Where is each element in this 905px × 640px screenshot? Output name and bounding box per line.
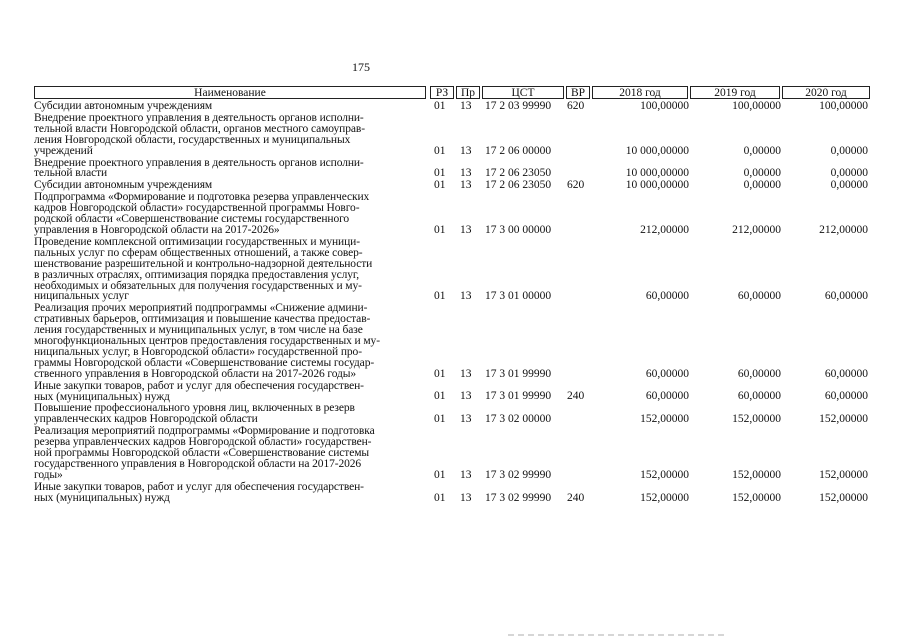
row-rz: 01 — [434, 179, 446, 192]
row-rz: 01 — [434, 223, 446, 236]
row-cst: 17 3 02 99990 — [485, 491, 552, 504]
row-pr: 13 — [460, 413, 472, 426]
row-name: Иные закупки товаров, работ и услуг для обеспечения государствен- ных (муниципальных) нужд — [34, 480, 364, 504]
row-vr: 620 — [567, 179, 585, 192]
row-cst: 17 2 06 00000 — [485, 144, 552, 157]
row-rz: 01 — [434, 167, 446, 180]
row-pr: 13 — [460, 290, 472, 303]
table-row — [34, 113, 870, 157]
row-2020: 0,00000 — [830, 144, 868, 157]
row-rz: 01 — [434, 99, 446, 112]
row-pr: 13 — [460, 491, 472, 504]
row-pr: 13 — [460, 367, 472, 380]
row-2019: 60,00000 — [737, 290, 781, 303]
row-rz: 01 — [434, 290, 446, 303]
row-2018: 10 000,00000 — [625, 179, 689, 192]
row-pr: 13 — [460, 167, 472, 180]
row-name: Внедрение проектного управления в деятельность органов исполни- тельной власти — [34, 156, 364, 180]
row-2019: 152,00000 — [732, 468, 781, 481]
row-cst: 17 3 01 99990 — [485, 390, 552, 403]
table-row — [34, 381, 870, 403]
row-rz: 01 — [434, 144, 446, 157]
row-name: Субсидии автономным учреждениям — [34, 100, 213, 112]
row-2020: 152,00000 — [819, 468, 868, 481]
row-2020: 0,00000 — [830, 167, 868, 180]
row-pr: 13 — [460, 179, 472, 192]
row-2020: 60,00000 — [824, 390, 868, 403]
row-2019: 152,00000 — [732, 491, 781, 504]
row-2019: 152,00000 — [732, 413, 781, 426]
row-name: Реализация прочих мероприятий подпрограммы «Снижение админи- стративных барьеров, оптимизация и повышение качества предостав- ления государственных и муниципальных услуг, в том числе на базе многофункциональных центров предоставления государственных и му- ниципальных услуг, в Новгородской области» государственной про- граммы Новгородской области «Совершенствование системы государ- ственного управления в Новгородской области на 2017-2026 годы» — [34, 302, 380, 380]
row-cst: 17 3 01 99990 — [485, 367, 552, 380]
table-row — [34, 482, 870, 504]
page-number: 175 — [352, 60, 370, 74]
row-cst: 17 2 06 23050 — [485, 179, 552, 192]
row-rz: 01 — [434, 413, 446, 426]
header-2018: 2018 год — [592, 86, 688, 99]
budget-table — [34, 101, 870, 504]
row-2018: 10 000,00000 — [625, 144, 689, 157]
header-2020: 2020 год — [782, 86, 870, 99]
row-rz: 01 — [434, 468, 446, 481]
row-cst: 17 3 00 00000 — [485, 223, 552, 236]
table-row — [34, 237, 870, 302]
scan-artifact — [508, 634, 728, 636]
row-name: Субсидии автономным учреждениям — [34, 179, 213, 192]
row-2018: 100,00000 — [640, 99, 689, 112]
row-2018: 212,00000 — [640, 223, 689, 236]
row-rz: 01 — [434, 367, 446, 380]
row-pr: 13 — [460, 390, 472, 403]
row-2019: 60,00000 — [737, 367, 781, 380]
row-2018: 60,00000 — [645, 290, 689, 303]
header-rz: РЗ — [430, 86, 454, 99]
header-cst: ЦСТ — [482, 86, 564, 99]
row-2018: 60,00000 — [645, 390, 689, 403]
row-pr: 13 — [460, 468, 472, 481]
row-rz: 01 — [434, 390, 446, 403]
row-2020: 212,00000 — [819, 223, 868, 236]
row-name: Иные закупки товаров, работ и услуг для обеспечения государствен- ных (муниципальных) нужд — [34, 379, 364, 403]
row-2020: 152,00000 — [819, 413, 868, 426]
row-2020: 60,00000 — [824, 290, 868, 303]
row-2020: 152,00000 — [819, 491, 868, 504]
table-row — [34, 426, 870, 481]
table-row — [34, 192, 870, 236]
row-2018: 152,00000 — [640, 491, 689, 504]
row-vr: 240 — [567, 491, 585, 504]
row-2020: 60,00000 — [824, 367, 868, 380]
row-name: Проведение комплексной оптимизации государственных и муници- пальных услуг по сферам общественных отношений, а также совер- шенствование разрешительной и контрольно-надзорной деятельности в различных отраслях, оптимизация порядка предоставления услуг, необходимых и обязательных для получения государственных и му- ниципальных услуг — [34, 235, 373, 303]
table-row — [34, 303, 870, 379]
row-2019: 0,00000 — [743, 179, 781, 192]
row-rz: 01 — [434, 491, 446, 504]
row-name: Повышение профессионального уровня лиц, включенных в резерв управленческих кадров Новгородской области — [34, 402, 355, 426]
table-row — [34, 101, 870, 112]
row-cst: 17 2 03 99990 — [485, 99, 552, 112]
header-pr: Пр — [456, 86, 480, 99]
row-name: Реализация мероприятий подпрограммы «Формирование и подготовка резерва управленческих кадров Новгородской области» государствен- ной программы Новгородской области «Совершенствование системы государственного управления в Новгородской области на 2017-2026 годы» — [34, 425, 375, 481]
row-2019: 0,00000 — [743, 167, 781, 180]
row-pr: 13 — [460, 223, 472, 236]
row-2019: 212,00000 — [732, 223, 781, 236]
row-pr: 13 — [460, 144, 472, 157]
table-header — [34, 86, 870, 101]
row-cst: 17 3 02 99990 — [485, 468, 552, 481]
row-2019: 100,00000 — [732, 99, 781, 112]
header-2019: 2019 год — [690, 86, 780, 99]
row-name: Внедрение проектного управления в деятельность органов исполни- тельной власти Новгородской области, органов местного самоуправ- ления Новгородской области, государственных и муниципальных учреждений — [34, 111, 365, 157]
row-2019: 0,00000 — [743, 144, 781, 157]
table-row — [34, 158, 870, 180]
header-name: Наименование — [34, 86, 426, 99]
row-2019: 60,00000 — [737, 390, 781, 403]
row-2018: 60,00000 — [645, 367, 689, 380]
row-vr: 240 — [567, 390, 585, 403]
table-row — [34, 403, 870, 425]
row-cst: 17 2 06 23050 — [485, 167, 552, 180]
row-vr: 620 — [567, 99, 585, 112]
header-vr: ВР — [566, 86, 590, 99]
row-2018: 152,00000 — [640, 468, 689, 481]
row-pr: 13 — [460, 99, 472, 112]
row-cst: 17 3 02 00000 — [485, 413, 552, 426]
row-name: Подпрограмма «Формирование и подготовка резерва управленческих кадров Новгородской области» государственной программы Новго- родской области «Совершенствование системы государственного управления в Новгородской области на 2017-2026» — [34, 191, 370, 236]
row-2018: 152,00000 — [640, 413, 689, 426]
row-2020: 100,00000 — [819, 99, 868, 112]
row-cst: 17 3 01 00000 — [485, 290, 552, 303]
table-row — [34, 180, 870, 191]
row-2018: 10 000,00000 — [625, 167, 689, 180]
row-2020: 0,00000 — [830, 179, 868, 192]
